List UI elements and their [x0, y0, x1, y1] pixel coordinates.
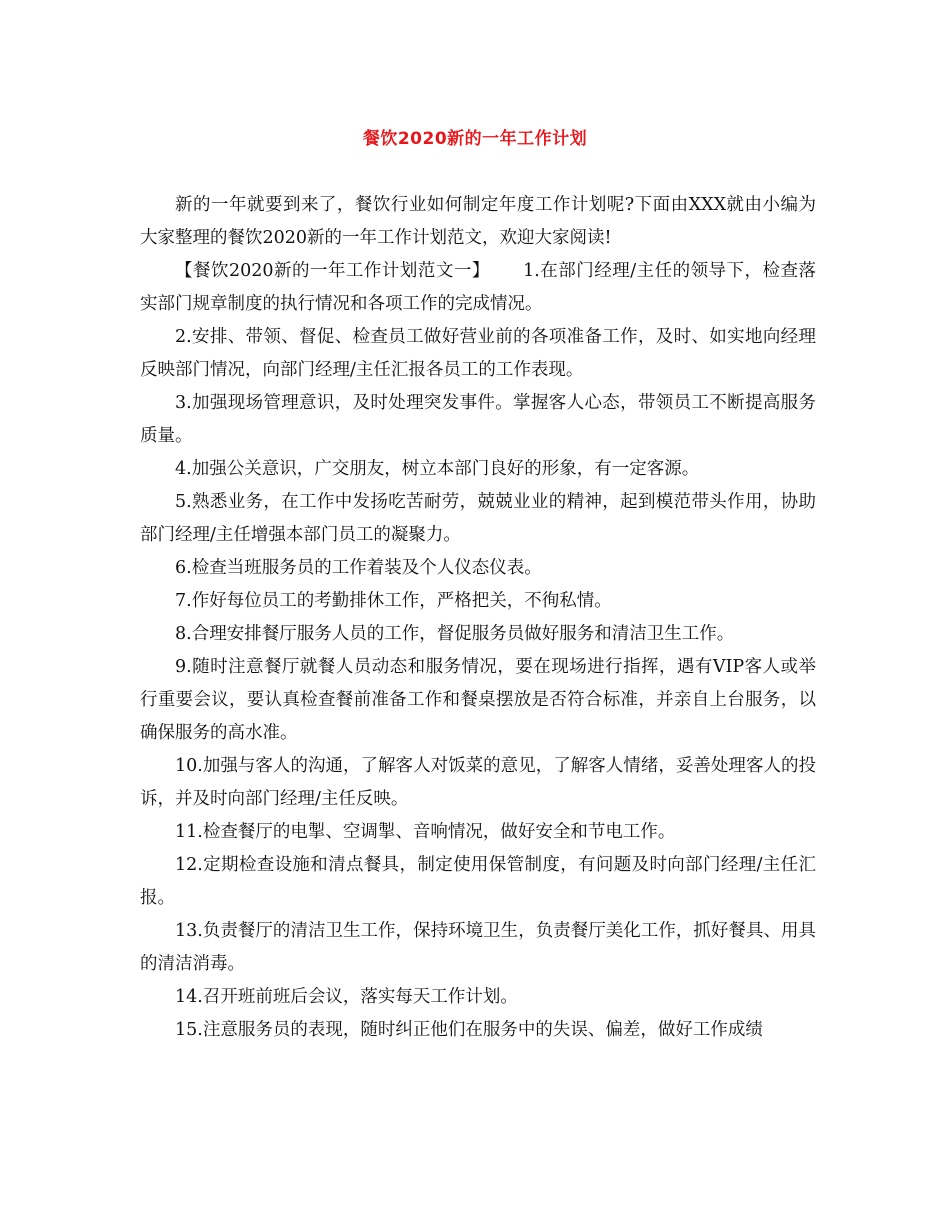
- paragraph-item-8: 8.合理安排餐厅服务人员的工作，督促服务员做好服务和清洁卫生工作。: [175, 624, 735, 644]
- paragraph-item-15: 15.注意服务员的表现，随时纠正他们在服务中的失误、偏差，做好工作成绩: [175, 1020, 763, 1040]
- paragraph-item-10: 10.加强与客人的沟通，了解客人对饭菜的意见，了解客人情绪，妥善处理客人的投诉，并及时向部门经理/主任反映。: [140, 756, 816, 809]
- paragraph-intro: 新的一年就要到来了，餐饮行业如何制定年度工作计划呢?下面由XXX就由小编为大家整理的餐饮2020新的一年工作计划范文，欢迎大家阅读!: [140, 195, 816, 248]
- document-body: [140, 189, 816, 1047]
- paragraph-item-7: 7.作好每位员工的考勤排休工作，严格把关，不徇私情。: [175, 591, 612, 611]
- paragraph-item-4: 4.加强公关意识，广交朋友，树立本部门良好的形象，有一定客源。: [175, 459, 700, 479]
- paragraph-item-11: 11.检查餐厅的电掣、空调掣、音响情况，做好安全和节电工作。: [175, 822, 676, 842]
- page-title: 餐饮2020新的一年工作计划: [362, 129, 588, 149]
- paragraph-item-6: 6.检查当班服务员的工作着装及个人仪态仪表。: [175, 558, 542, 578]
- paragraph-item-2: 2.安排、带领、督促、检查员工做好营业前的各项准备工作，及时、如实地向经理反映部门情况，向部门经理/主任汇报各员工的工作表现。: [140, 327, 816, 380]
- paragraph-item-1: 【餐饮2020新的一年工作计划范文一】 1.在部门经理/主任的领导下，检查落实部门规章制度的执行情况和各项工作的完成情况。: [140, 261, 816, 314]
- paragraph-item-13: 13.负责餐厅的清洁卫生工作，保持环境卫生，负责餐厅美化工作，抓好餐具、用具的清洁消毒。: [140, 921, 816, 974]
- paragraph-item-5: 5.熟悉业务，在工作中发扬吃苦耐劳，兢兢业业的精神，起到模范带头作用，协助部门经理/主任增强本部门员工的凝聚力。: [140, 492, 816, 545]
- paragraph-item-14: 14.召开班前班后会议，落实每天工作计划。: [175, 987, 518, 1007]
- paragraph-item-12: 12.定期检查设施和清点餐具，制定使用保管制度，有问题及时向部门经理/主任汇报。: [140, 855, 816, 908]
- paragraph-item-3: 3.加强现场管理意识，及时处理突发事件。掌握客人心态，带领员工不断提高服务质量。: [140, 393, 816, 446]
- paragraph-item-9: 9.随时注意餐厅就餐人员动态和服务情况，要在现场进行指挥，遇有VIP客人或举行重要会议，要认真检查餐前准备工作和餐桌摆放是否符合标准，并亲自上台服务，以确保服务的高水准。: [140, 657, 816, 743]
